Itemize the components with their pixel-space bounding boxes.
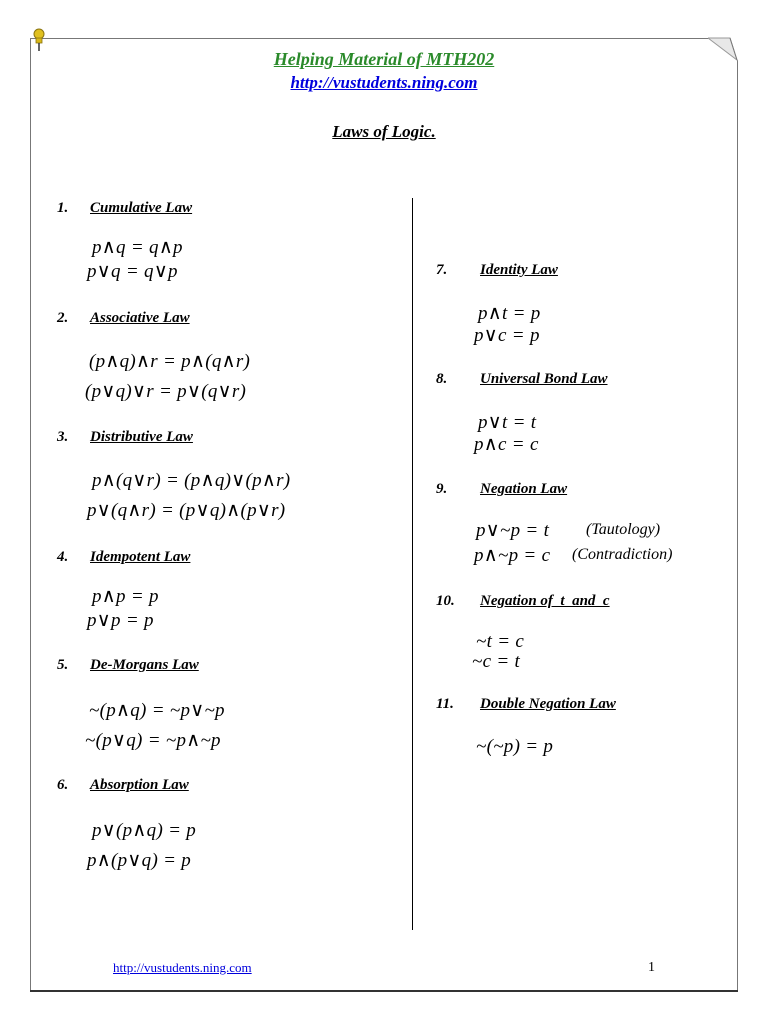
law-number: 5. <box>57 657 69 673</box>
law-title: Associative Law <box>90 310 190 326</box>
column-divider <box>412 198 413 930</box>
footer-link[interactable]: http://vustudents.ning.com <box>113 960 252 975</box>
law-5 <box>57 657 397 757</box>
law-equation: ~c = t <box>472 651 521 672</box>
law-title: Negation Law <box>480 481 568 497</box>
law-number: 3. <box>57 429 69 445</box>
law-equation: p∧q = q∧p <box>92 237 183 258</box>
law-equation: p∧(q∨r) = (p∧q)∨(p∧r) <box>92 470 291 491</box>
law-equation: p∧~p = c <box>474 545 551 566</box>
law-equation: ~(p∧q) = ~p∨~p <box>89 700 225 721</box>
law-equation: ~t = c <box>476 631 525 652</box>
law-equation: ~(~p) = p <box>476 736 554 757</box>
law-equation: p∨t = t <box>478 412 537 433</box>
law-equation: (p∧q)∧r = p∧(q∧r) <box>89 351 251 372</box>
law-equation: p∧p = p <box>92 586 159 607</box>
law-6 <box>57 777 397 877</box>
law-note: (Contradiction) <box>572 546 673 563</box>
law-number: 6. <box>57 777 69 793</box>
law-number: 8. <box>436 371 448 387</box>
law-equation: p∧c = c <box>474 434 539 455</box>
law-title: Distributive Law <box>90 429 193 445</box>
page-border-top <box>30 38 730 39</box>
law-4 <box>57 549 397 639</box>
law-3 <box>57 429 397 529</box>
law-equation: (p∨q)∨r = p∨(q∨r) <box>85 381 247 402</box>
law-title: Universal Bond Law <box>480 371 608 387</box>
law-equation: p∨~p = t <box>476 520 550 541</box>
header-title: Helping Material of MTH202 <box>273 49 495 69</box>
law-number: 7. <box>436 262 448 278</box>
law-title: Absorption Law <box>90 777 189 793</box>
law-7 <box>436 262 736 352</box>
law-1 <box>57 200 397 290</box>
law-title: Identity Law <box>480 262 558 278</box>
page-border-left <box>30 38 31 992</box>
law-equation: ~(p∨q) = ~p∧~p <box>85 730 221 751</box>
law-2 <box>57 310 397 410</box>
law-8 <box>436 371 736 461</box>
law-title: De-Morgans Law <box>90 657 199 673</box>
law-title: Cumulative Law <box>90 200 193 216</box>
law-title: Negation of t and c <box>480 593 610 609</box>
law-equation: p∨q = q∨p <box>87 261 178 282</box>
law-11 <box>436 696 736 766</box>
law-equation: p∧(p∨q) = p <box>87 850 192 871</box>
law-equation: p∨(p∧q) = p <box>92 820 197 841</box>
law-number: 4. <box>57 549 69 565</box>
law-9 <box>436 481 736 571</box>
page-title: Laws of Logic. <box>332 122 436 141</box>
law-number: 10. <box>436 593 455 609</box>
law-equation: p∨c = p <box>474 325 540 346</box>
law-number: 1. <box>57 200 69 216</box>
law-equation: p∨p = p <box>87 610 154 631</box>
law-number: 2. <box>57 310 69 326</box>
law-title: Idempotent Law <box>90 549 191 565</box>
page-number: 1 <box>648 960 655 975</box>
law-10 <box>436 593 736 683</box>
law-title: Double Negation Law <box>480 696 616 712</box>
law-note: (Tautology) <box>586 521 661 538</box>
law-number: 9. <box>436 481 448 497</box>
law-equation: p∨(q∧r) = (p∨q)∧(p∨r) <box>87 500 286 521</box>
page-border-right <box>737 60 738 991</box>
law-equation: p∧t = p <box>478 303 541 324</box>
page-border-bottom <box>30 990 738 992</box>
header-link[interactable]: http://vustudents.ning.com <box>290 73 478 92</box>
law-number: 11. <box>436 696 454 712</box>
